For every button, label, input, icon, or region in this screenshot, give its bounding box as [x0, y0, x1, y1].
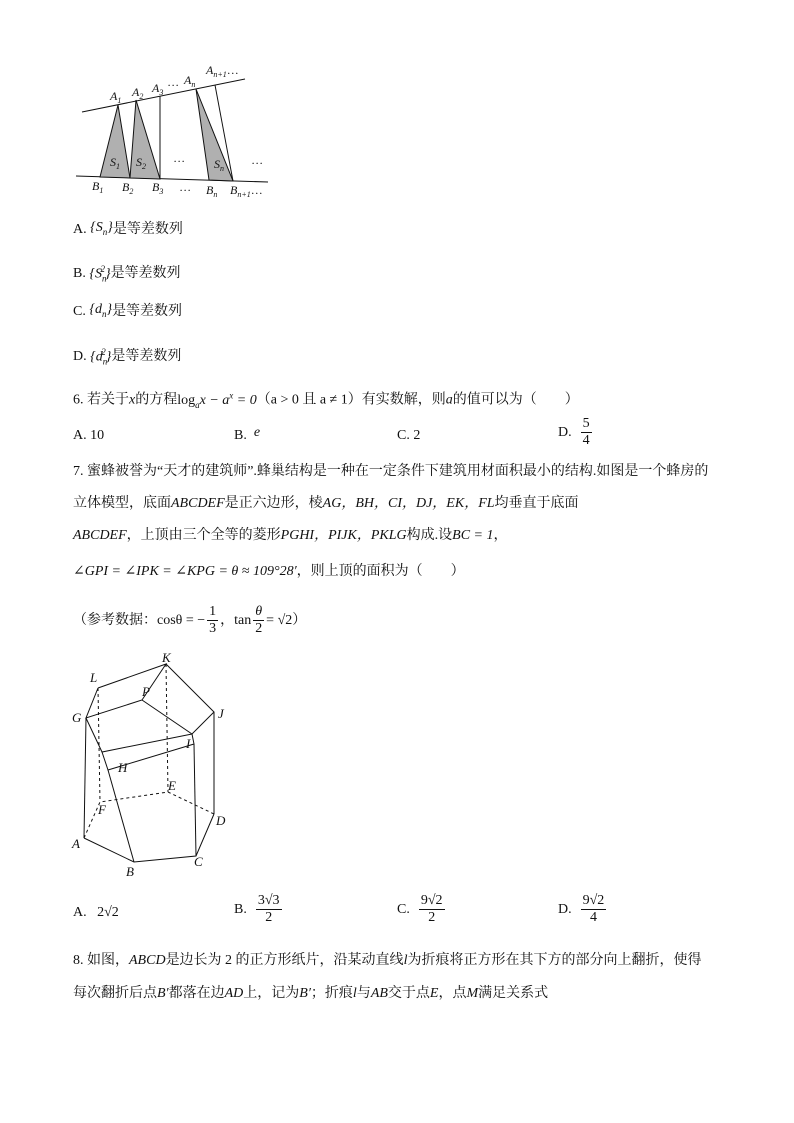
text-span: D. — [73, 348, 87, 364]
text-span: 是正六边形，棱 — [224, 496, 323, 511]
text-span: 是等差数列 — [110, 265, 181, 281]
text-span: ，tan — [220, 612, 252, 628]
q7-line2 — [73, 495, 579, 513]
label-b2: $B_2$ — [122, 180, 134, 196]
text-span: 2 — [265, 910, 273, 925]
text-span: = √2） — [266, 612, 307, 628]
label-g: G — [72, 710, 82, 725]
text-span: ∠GPI = ∠IPK = ∠KPG = θ ≈ 109°28′ — [73, 564, 297, 579]
label-an: $A_n$ — [184, 73, 196, 89]
label-c: C — [194, 854, 203, 869]
text-span: 3 — [209, 621, 217, 636]
text-span: 与 — [356, 986, 371, 1001]
label-a: A — [72, 836, 80, 851]
text-span: B′ — [299, 986, 311, 1001]
q6-stem — [73, 386, 579, 413]
label-a2: $A_2$ — [132, 85, 144, 101]
text-span: ， — [493, 528, 508, 543]
text-span: 上，记为 — [243, 986, 300, 1001]
text-span: a — [195, 399, 200, 410]
label-f: F — [98, 802, 106, 817]
text-span: C. — [73, 303, 86, 319]
text-span: BC = 1 — [452, 528, 494, 543]
sequence-triangles-figure — [70, 62, 290, 200]
label-a3: $A_3$ — [152, 81, 164, 97]
text-span: ，则上顶的面积为（ ） — [296, 564, 465, 579]
text-span: 4 — [582, 433, 590, 448]
text-span: D. — [558, 901, 572, 917]
q5-option-a: A. $\{S_n\}$ 是等差数列 — [73, 220, 183, 237]
label-dots-top: … — [168, 75, 179, 89]
q7-line1: 7. 蜜蜂被誉为“天才的建筑师”.蜂巢结构是一种在一定条件下建筑用材面积最小的结构.如图是一个蜂房的 — [73, 464, 709, 479]
label-sn: $S_n$ — [214, 157, 224, 173]
text-span: （a > 0 且 a ≠ 1） — [256, 392, 362, 408]
label-bn: $B_n$ — [206, 183, 218, 199]
text-span: = 0 — [233, 392, 257, 408]
label-l: L — [90, 670, 98, 685]
label-dots-mid: … — [174, 151, 185, 165]
label-b: B — [126, 864, 134, 879]
text-span: 9√2 — [582, 893, 605, 908]
text-span: 5 — [582, 416, 590, 431]
text-span: C. — [397, 901, 410, 917]
q5-option-b: B. $\{S_n^2\}$ 是等差数列 — [73, 264, 181, 284]
text-span: 1 — [209, 604, 217, 619]
q7-option-d — [558, 893, 608, 926]
label-h: H — [118, 760, 128, 775]
text-span: 是边长为 2 的正方形纸片，沿某动直线 — [165, 953, 404, 968]
text-span: M — [466, 986, 479, 1001]
text-span: x — [229, 390, 234, 400]
text-span: ，点 — [438, 986, 467, 1001]
q7-option-c — [397, 893, 447, 926]
text-span: 3√3 — [257, 893, 280, 908]
label-dots-bottom: … — [180, 180, 191, 194]
label-b3: $B_3$ — [152, 180, 164, 196]
q6-option-b — [234, 427, 260, 445]
text-span: 满足关系式 — [478, 986, 549, 1001]
text-span: 6. — [73, 392, 84, 408]
label-a1: $A_1$ — [110, 89, 122, 105]
q5-option-d: D. $\{d_n^2\}$ 是等差数列 — [73, 347, 182, 367]
q5-option-c: C. $\{d_n\}$ 是等差数列 — [73, 302, 183, 319]
text-span: 若关于 — [87, 392, 129, 408]
text-span: （参考数据：cosθ = − — [73, 612, 206, 628]
text-span: 4 — [589, 910, 597, 925]
text-span: 立体模型，底面 — [73, 496, 171, 511]
upper-line — [82, 79, 245, 112]
text-span: 8. 如图， — [73, 953, 129, 968]
label-s2: $S_2$ — [136, 155, 146, 171]
text-span: ；折痕 — [310, 986, 353, 1001]
label-d: D — [216, 813, 226, 828]
label-e: E — [168, 778, 176, 793]
text-span: x — [129, 392, 136, 408]
text-span: A. — [73, 905, 87, 920]
q7-line3 — [73, 527, 508, 545]
text-span: E — [429, 986, 439, 1001]
text-span: x − a — [199, 392, 230, 408]
q8-line2 — [73, 985, 548, 1003]
label-an1: $A_{n+1}\dots$ — [206, 63, 239, 79]
text-span: 每次翻折后点 — [73, 986, 157, 1001]
text-span: ABCDEF — [73, 528, 127, 543]
text-span: 2√2 — [97, 905, 119, 920]
label-b1: $B_1$ — [92, 179, 104, 195]
label-s1: $S_1$ — [110, 155, 120, 171]
text-span: ABCDEF — [171, 496, 225, 511]
text-span: B′ — [157, 986, 169, 1001]
text-span: 构成.设 — [406, 528, 453, 543]
text-span: ，上顶由三个全等的菱形 — [126, 528, 281, 543]
q7-line4 — [73, 563, 465, 581]
label-dots-right: … — [252, 153, 263, 167]
text-span: AD — [224, 986, 244, 1001]
q6-option-d — [558, 416, 594, 449]
text-span: a — [445, 392, 453, 408]
text-span: 为折痕将正方形在其下方的部分向上翻折，使得 — [407, 953, 702, 968]
q6-option-c: C. 2 — [397, 428, 421, 443]
text-span: 2 — [255, 621, 263, 636]
text-span: 交于点 — [387, 986, 430, 1001]
text-span: B. — [73, 265, 86, 281]
text-span: 是等差数列 — [112, 303, 183, 319]
text-span: AG，BH，CI，DJ，EK，FL — [322, 496, 495, 511]
text-span: θ — [255, 604, 263, 619]
text-span: ABCD — [129, 953, 166, 968]
text-span: B. — [234, 428, 247, 443]
label-k: K — [162, 652, 171, 665]
label-i: I — [186, 736, 191, 751]
text-span: 的方程 — [135, 392, 178, 408]
text-span: e — [253, 425, 261, 440]
label-p: P — [142, 684, 150, 699]
label-j: J — [218, 706, 224, 721]
text-span: 是等差数列 — [112, 221, 183, 237]
honeycomb-cell-figure — [70, 652, 240, 884]
text-span: A. — [73, 221, 87, 237]
text-span: 的值可以为（ ） — [452, 392, 579, 408]
q7-reference-data — [73, 604, 306, 637]
text-span: B. — [234, 901, 247, 917]
text-span: 9√2 — [420, 893, 443, 908]
text-span: 均垂直于底面 — [494, 496, 579, 511]
q8-line1 — [73, 952, 701, 970]
q7-option-b — [234, 893, 284, 926]
q6-option-a: A. 10 — [73, 428, 105, 443]
text-span: PGHI，PIJK，PKLG — [280, 528, 407, 543]
text-span: l — [352, 986, 357, 1001]
text-span: l — [403, 953, 408, 968]
text-span: log — [177, 392, 196, 408]
text-span: AB — [370, 986, 388, 1001]
q7-option-a — [73, 904, 119, 922]
text-span: 都落在边 — [168, 986, 225, 1001]
text-span: 是等差数列 — [111, 348, 182, 364]
text-span: D. — [558, 424, 572, 440]
text-span: 有实数解，则 — [361, 392, 446, 408]
text-span: 2 — [428, 910, 436, 925]
label-bn1: $B_{n+1}\dots$ — [230, 183, 263, 199]
